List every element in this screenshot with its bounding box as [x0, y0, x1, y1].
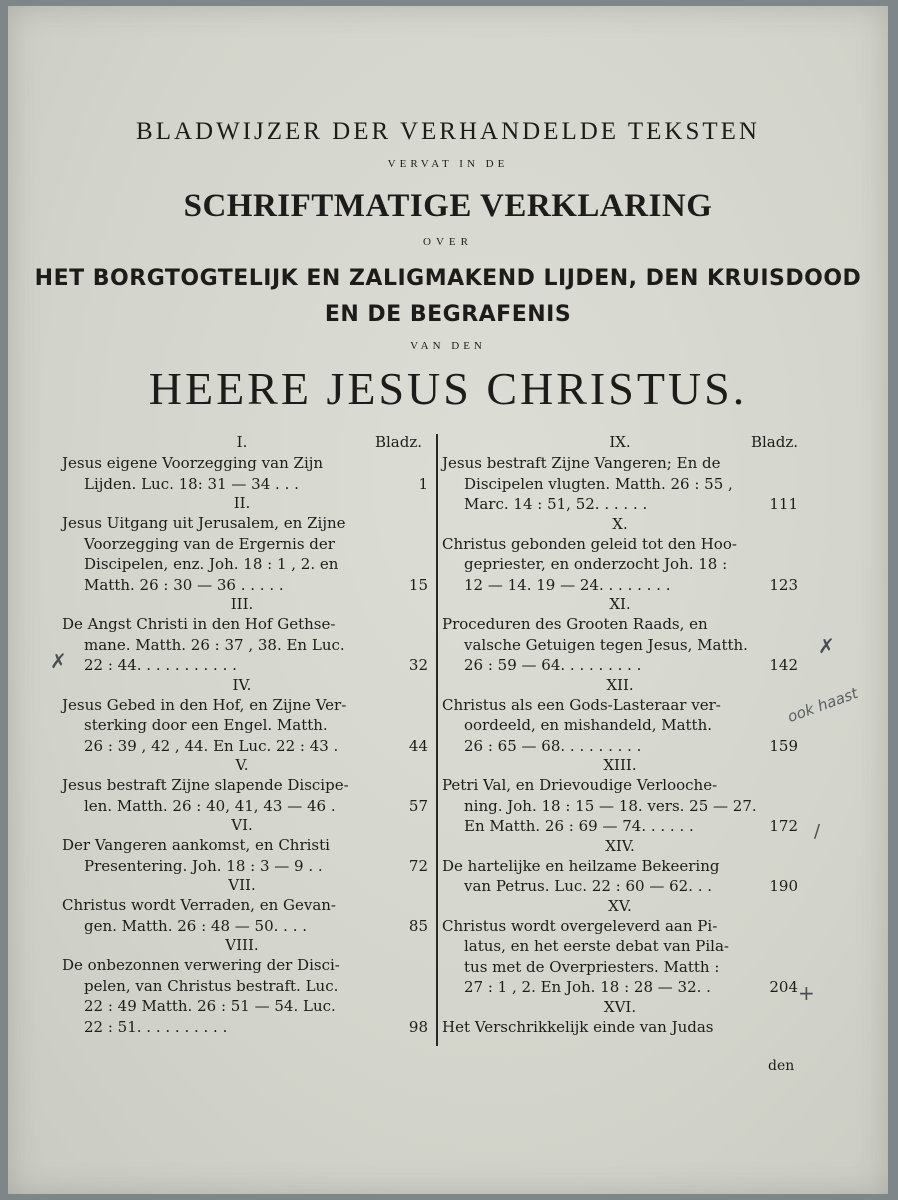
- entry-text-line: [442, 715, 798, 736]
- toc-entry: [442, 676, 798, 757]
- entry-text: Het Verschrikkelijk einde van Judas: [442, 1017, 714, 1036]
- entry-text-line: [62, 895, 422, 916]
- page-number: 57: [408, 796, 428, 815]
- section-number: II.: [233, 494, 251, 512]
- bladz-label: Bladz.: [750, 433, 798, 451]
- toc-entry: [62, 453, 428, 494]
- entry-text-line: [62, 614, 422, 635]
- entry-text: pelen, van Christus bestraft. Luc.: [84, 976, 339, 995]
- entry-text-line: [442, 655, 798, 676]
- entry-text: mane. Matth. 26 : 37 , 38. En Luc.: [84, 635, 345, 654]
- entry-text: Marc. 14 : 51, 52. . . . . .: [464, 495, 648, 513]
- entry-text: Matth. 26 : 30 — 36 . . . . .: [84, 575, 284, 594]
- entry-text: Jesus bestraft Zijne Vangeren; En de: [442, 454, 721, 472]
- entry-text: Jesus eigene Voorzegging van Zijn: [62, 454, 324, 472]
- entry-text: Jesus Uitgang uit Jerusalem, en Zijne: [62, 514, 346, 532]
- entry-text: Presentering. Joh. 18 : 3 — 9 . .: [84, 856, 323, 875]
- page-number: 44: [408, 736, 428, 755]
- entry-text: len. Matth. 26 : 40, 41, 43 — 46 .: [84, 796, 336, 815]
- catchword: den: [768, 1058, 795, 1074]
- entry-text: gen. Matth. 26 : 48 — 50. . . .: [84, 916, 307, 935]
- page-number: 111: [769, 495, 798, 513]
- entry-text: latus, en het eerste debat van Pila-: [464, 937, 729, 955]
- toc-entry: [62, 756, 428, 816]
- entry-text: Christus wordt Verraden, en Gevan-: [62, 896, 336, 914]
- entry-text: Christus als een Gods-Lasteraar ver-: [442, 695, 721, 714]
- right-column-header: [442, 431, 798, 453]
- entry-text-line: [442, 856, 798, 877]
- title-line-5: HET BORGTOGTELIJK EN ZALIGMAKEND LIJDEN, DEN KRUISDOOD: [34, 266, 862, 291]
- section-number: XI.: [609, 595, 631, 613]
- entry-text-line: [442, 534, 798, 555]
- entry-text: 26 : 39 , 42 , 44. En Luc. 22 : 43 .: [84, 736, 339, 755]
- entry-text-line: [442, 775, 798, 796]
- entry-text: tus met de Overpriesters. Matth :: [464, 957, 720, 976]
- section-number: XIV.: [605, 836, 635, 855]
- entry-text: Proceduren des Grooten Raads, en: [442, 615, 708, 633]
- page-number: 98: [408, 1017, 428, 1036]
- entry-text: Discipelen, enz. Joh. 18 : 1 , 2. en: [84, 555, 339, 573]
- page-number: 159: [769, 736, 798, 755]
- entry-text-line: [62, 695, 422, 716]
- page-number: 15: [408, 575, 428, 594]
- entry-text-line: [442, 575, 798, 596]
- toc-entry: [62, 816, 428, 876]
- entry-text: En Matth. 26 : 69 — 74. . . . . .: [464, 817, 694, 835]
- handwritten-tick-mark: /: [814, 821, 821, 842]
- toc-entry: [62, 675, 428, 757]
- entry-text-line: [442, 614, 798, 635]
- handwritten-cross-mark: ✗: [50, 649, 67, 673]
- toc-entry: [442, 453, 798, 515]
- toc-entry: [62, 494, 428, 595]
- section-number: III.: [230, 595, 254, 613]
- entry-text: Lijden. Luc. 18: 31 — 34 . . .: [84, 474, 299, 493]
- section-number: I.: [236, 433, 248, 451]
- entry-text-line: [62, 736, 428, 757]
- entry-text: Voorzegging van de Ergernis der: [84, 534, 335, 553]
- title-line-4: OVER: [423, 236, 473, 248]
- entry-text-line: [62, 474, 428, 495]
- toc-entry: [442, 998, 798, 1038]
- entry-text-line: [442, 876, 798, 897]
- entry-text-line: [62, 916, 428, 937]
- section-number: XII.: [606, 675, 634, 694]
- section-number: IX.: [609, 433, 631, 451]
- page-number: 72: [408, 856, 428, 875]
- page-number: 204: [769, 978, 798, 996]
- left-column: [62, 431, 428, 1037]
- entry-text-line: [442, 453, 798, 474]
- toc-entry: [442, 515, 798, 596]
- entry-text: Jesus bestraft Zijne slapende Discipe-: [62, 776, 349, 794]
- toc-entry: [62, 936, 428, 1037]
- section-number: XIII.: [603, 756, 637, 774]
- section-number: X.: [612, 514, 628, 533]
- entry-text-line: [62, 554, 422, 575]
- entry-text: ning. Joh. 18 : 15 — 18. vers. 25 — 27.: [464, 796, 757, 815]
- entry-text-line: [442, 474, 798, 495]
- entry-text: 22 : 51. . . . . . . . . .: [84, 1017, 228, 1036]
- entry-text-line: [62, 715, 422, 736]
- toc-entry: [442, 837, 798, 897]
- entry-text-line: [62, 976, 422, 997]
- entry-text: van Petrus. Luc. 22 : 60 — 62. . .: [464, 877, 713, 895]
- toc-entry: [442, 756, 798, 837]
- title-line-2: VERVAT IN DE: [387, 158, 509, 170]
- entry-text-line: [442, 1017, 798, 1038]
- entry-text: Petri Val, en Drievoudige Verlooche-: [442, 776, 718, 794]
- entry-text-line: [62, 775, 422, 796]
- entry-text-line: [62, 513, 422, 534]
- entry-text: oordeeld, en mishandeld, Matth.: [464, 716, 713, 734]
- entry-text: Discipelen vlugten. Matth. 26 : 55 ,: [464, 474, 733, 493]
- entry-text: Christus gebonden geleid tot den Hoo-: [442, 534, 737, 553]
- entry-text: De hartelijke en heilzame Bekeering: [442, 856, 720, 875]
- page-number: 190: [769, 877, 798, 895]
- entry-text-line: [62, 996, 422, 1017]
- title-line-8: HEERE JESUS CHRISTUS.: [148, 363, 748, 414]
- entry-text-line: [442, 796, 798, 817]
- entry-text-line: [62, 796, 428, 817]
- document-page: [8, 6, 888, 1194]
- entry-text: 26 : 65 — 68. . . . . . . . .: [464, 736, 642, 755]
- entry-text-line: [62, 453, 422, 474]
- page-number: 172: [769, 817, 798, 835]
- right-column: [442, 431, 798, 1037]
- page-number: 85: [408, 916, 428, 935]
- entry-text: 27 : 1 , 2. En Joh. 18 : 28 — 32. .: [464, 978, 711, 996]
- page-number: 142: [769, 656, 798, 674]
- handwritten-plus-mark: +: [798, 981, 815, 1005]
- entry-text-line: [62, 534, 422, 555]
- section-number: VIII.: [225, 936, 259, 954]
- handwritten-cross-mark: ✗: [818, 634, 835, 658]
- entry-text-line: [442, 977, 798, 998]
- entry-text: 26 : 59 — 64. . . . . . . . .: [464, 656, 642, 674]
- entry-text-line: [442, 554, 798, 575]
- entry-text-line: [442, 635, 798, 656]
- toc-entry: [442, 595, 798, 676]
- entry-text: valsche Getuigen tegen Jesus, Matth.: [464, 635, 748, 654]
- entry-text: Jesus Gebed in den Hof, en Zijne Ver-: [62, 695, 347, 714]
- entry-text-line: [442, 695, 798, 716]
- entry-text-line: [442, 957, 798, 978]
- entry-text: sterking door een Engel. Matth.: [84, 716, 328, 734]
- page-number: 1: [418, 474, 428, 493]
- entry-text: De Angst Christi in den Hof Gethse-: [62, 615, 336, 633]
- title-line-3: SCHRIFTMATIGE VERKLARING: [183, 188, 713, 224]
- left-column-header: [62, 431, 422, 453]
- section-number: VII.: [228, 876, 256, 894]
- entry-text-line: [62, 1017, 428, 1038]
- column-divider: [436, 434, 438, 1046]
- entry-text: 22 : 49 Matth. 26 : 51 — 54. Luc.: [84, 997, 336, 1015]
- title-line-7: VAN DEN: [410, 340, 486, 352]
- section-number: VI.: [231, 816, 253, 834]
- bladz-label: Bladz.: [374, 433, 422, 451]
- entry-text: Der Vangeren aankomst, en Christi: [62, 836, 330, 854]
- entry-text-line: [442, 916, 798, 937]
- section-number: V.: [235, 756, 249, 774]
- section-number: XVI.: [603, 997, 637, 1016]
- entry-text: De onbezonnen verwering der Disci-: [62, 956, 340, 974]
- entry-text-line: [442, 736, 798, 757]
- entry-text-line: [442, 936, 798, 957]
- toc-entry: [442, 897, 798, 998]
- entry-text-line: [62, 635, 422, 656]
- entry-text-line: [62, 835, 422, 856]
- handwritten-note: ook haast: [785, 683, 861, 727]
- entry-text: gepriester, en onderzocht Joh. 18 :: [464, 555, 728, 573]
- title-line-6: EN DE BEGRAFENIS: [324, 302, 572, 327]
- page-number: 123: [769, 575, 798, 594]
- entry-text: 12 — 14. 19 — 24. . . . . . . .: [464, 575, 671, 594]
- toc-entry: [62, 595, 428, 676]
- entry-text-line: [62, 655, 428, 676]
- entry-text-line: [62, 575, 428, 596]
- entry-text: 22 : 44. . . . . . . . . . .: [84, 656, 237, 674]
- entry-text-line: [442, 494, 798, 515]
- section-number: XV.: [608, 896, 632, 915]
- entry-text-line: [442, 816, 798, 837]
- entry-text: Christus wordt overgeleverd aan Pi-: [442, 916, 718, 935]
- entry-text-line: [62, 955, 422, 976]
- page-number: 32: [408, 656, 428, 674]
- toc-entry: [62, 876, 428, 936]
- section-number: IV.: [232, 675, 252, 694]
- entry-text-line: [62, 856, 428, 877]
- title-line-1: BLADWIJZER DER VERHANDELDE TEKSTEN: [136, 118, 760, 145]
